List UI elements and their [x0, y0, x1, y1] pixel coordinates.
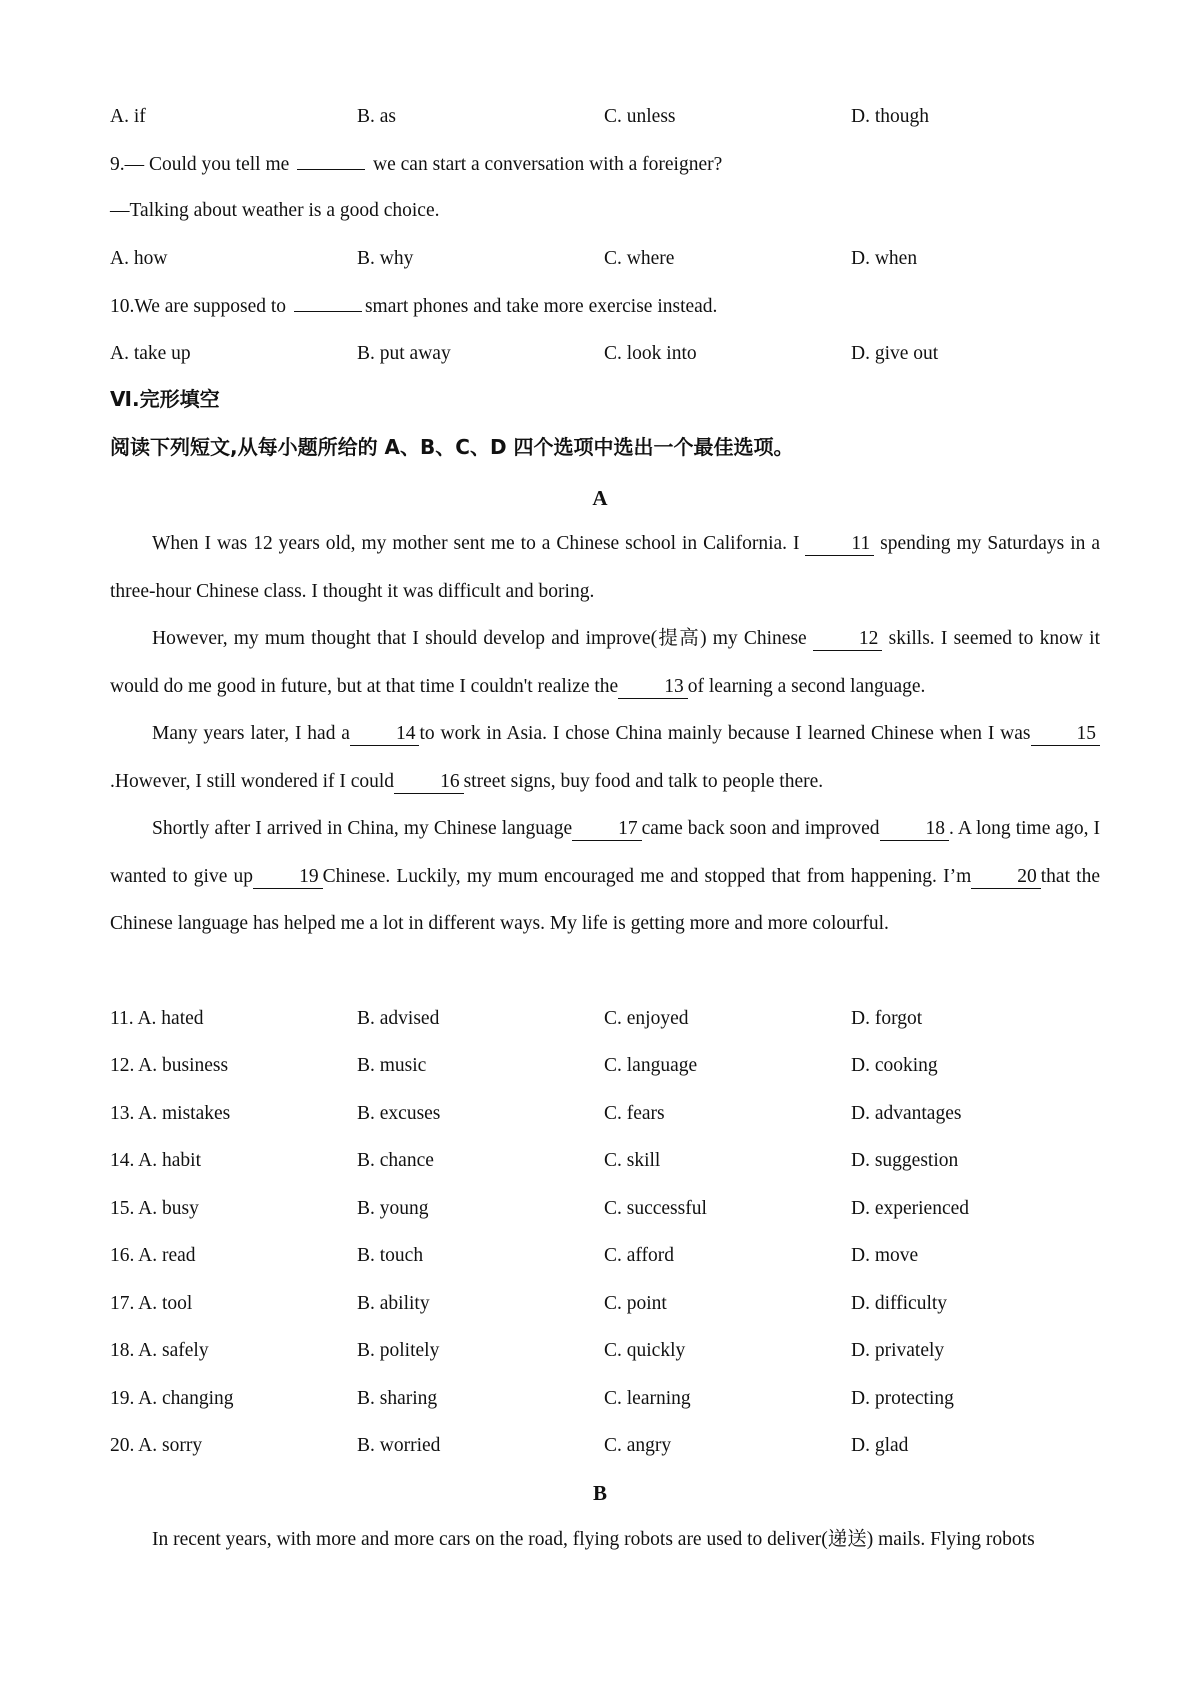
- blank-20: 20: [971, 866, 1041, 889]
- choice-option: 19. A. changing: [110, 1388, 234, 1409]
- q9-option-d: D. when: [851, 248, 918, 269]
- choice-row-17: [110, 1291, 1100, 1317]
- choice-option: B. ability: [357, 1293, 430, 1314]
- choice-option: 20. A. sorry: [110, 1435, 203, 1456]
- choice-option: C. learning: [604, 1388, 691, 1409]
- choice-option: 13. A. mistakes: [110, 1103, 231, 1124]
- choice-option: C. successful: [604, 1198, 707, 1219]
- q10-option-b: B. put away: [357, 343, 451, 364]
- passage-text: When I was 12 years old, my mother sent me to a Chinese school in California. I: [152, 533, 806, 554]
- choice-option: B. touch: [357, 1245, 424, 1266]
- passage-a-paragraph-2: [110, 615, 1100, 710]
- passage-text: street signs, buy food and talk to people there.: [463, 770, 824, 792]
- blank-12: 12: [813, 628, 883, 651]
- passage-a-paragraph-3: [110, 710, 1100, 805]
- q9-options: [110, 246, 1100, 272]
- choice-option: B. advised: [357, 1008, 440, 1029]
- choice-row-14: [110, 1148, 1100, 1174]
- choice-option: C. afford: [604, 1245, 675, 1266]
- choice-option: B. politely: [357, 1340, 440, 1361]
- passage-text: Many years later, I had a: [152, 723, 350, 744]
- choice-option: D. cooking: [851, 1055, 938, 1076]
- choice-row-13: [110, 1101, 1100, 1127]
- q8-option-b: B. as: [357, 106, 396, 127]
- q9-prompt: [110, 151, 1100, 178]
- choice-option: C. quickly: [604, 1340, 686, 1361]
- q9-blank: [297, 151, 365, 170]
- choice-row-20: [110, 1433, 1100, 1459]
- choice-option: B. worried: [357, 1435, 441, 1456]
- passage-text: that the Chinese language has helped me a lot in different ways. My life is getting more and more colourful.: [110, 865, 1100, 934]
- choice-row-18: [110, 1338, 1100, 1364]
- q10-option-d: D. give out: [851, 343, 939, 364]
- passage-text: to work in Asia. I chose China mainly because I learned Chinese when I was: [419, 723, 1031, 744]
- choice-option: D. advantages: [851, 1103, 962, 1124]
- choice-option: D. difficulty: [851, 1293, 948, 1314]
- choice-row-15: [110, 1196, 1100, 1222]
- blank-17: 17: [572, 818, 642, 841]
- q9-option-c: C. where: [604, 248, 675, 269]
- q9-option-b: B. why: [357, 248, 414, 269]
- blank-15: 15: [1031, 723, 1101, 746]
- choice-option: 18. A. safely: [110, 1340, 209, 1361]
- choice-option: C. language: [604, 1055, 698, 1076]
- choice-option: C. angry: [604, 1435, 672, 1456]
- passage-a-paragraph-4: [110, 805, 1100, 948]
- passage-text: spending my Saturdays in a three-hour Chinese class. I thought it was difficult and boring.: [110, 533, 1100, 602]
- q10-prompt-end: smart phones and take more exercise instead.: [364, 296, 718, 317]
- blank-18: 18: [880, 818, 950, 841]
- passage-b-paragraph-1: In recent years, with more and more cars on the road, flying robots are used to deliver(递送) mails. Flying robots: [152, 1529, 1035, 1550]
- q9-answer-line: —Talking about weather is a good choice.: [110, 200, 440, 221]
- choice-option: C. enjoyed: [604, 1008, 689, 1029]
- choice-row-19: [110, 1386, 1100, 1412]
- passage-a-paragraph-1: [110, 520, 1100, 615]
- choice-option: B. sharing: [357, 1388, 438, 1409]
- q9-option-a: A. how: [110, 248, 168, 269]
- choice-option: C. skill: [604, 1150, 661, 1171]
- blank-11: 11: [805, 533, 874, 556]
- choice-row-16: [110, 1243, 1100, 1269]
- passage-text: skills. I seemed to know it would do me good in future, but at that time I couldn't realize the: [110, 628, 1100, 697]
- q8-option-c: C. unless: [604, 106, 676, 127]
- choice-option: B. young: [357, 1198, 429, 1219]
- q8-options: [110, 104, 1100, 130]
- choice-option: D. glad: [851, 1435, 909, 1456]
- blank-14: 14: [350, 723, 420, 746]
- choice-option: B. excuses: [357, 1103, 441, 1124]
- choice-option: D. privately: [851, 1340, 945, 1361]
- q9-prompt-end: we can start a conversation with a foreigner?: [373, 154, 723, 175]
- passage-text: Shortly after I arrived in China, my Chinese language: [152, 818, 573, 839]
- passage-text: .However, I still wondered if I could: [110, 770, 395, 792]
- choice-option: B. music: [357, 1055, 427, 1076]
- blank-16: 16: [394, 771, 464, 794]
- passage-text: came back soon and improved: [641, 818, 880, 839]
- choice-option: C. fears: [604, 1103, 665, 1124]
- passage-text: However, my mum thought that I should develop and improve(提高) my Chinese: [152, 628, 813, 649]
- q9-prompt-start: 9.— Could you tell me: [110, 154, 290, 175]
- choice-option: 16. A. read: [110, 1245, 196, 1266]
- choice-option: D. forgot: [851, 1008, 923, 1029]
- q10-prompt: [110, 293, 1100, 320]
- blank-19: 19: [253, 866, 323, 889]
- choice-option: D. protecting: [851, 1388, 954, 1409]
- choice-option: C. point: [604, 1293, 667, 1314]
- q10-blank: [294, 293, 362, 312]
- passage-text: of learning a second language.: [687, 675, 926, 697]
- choice-option: B. chance: [357, 1150, 434, 1171]
- choice-option: 12. A. business: [110, 1055, 229, 1076]
- choice-option: D. move: [851, 1245, 919, 1266]
- choice-option: 17. A. tool: [110, 1293, 193, 1314]
- choice-option: D. suggestion: [851, 1150, 959, 1171]
- section-instruction: 阅读下列短文,从每小题所给的 A、B、C、D 四个选项中选出一个最佳选项。: [110, 435, 794, 459]
- q8-option-d: D. though: [851, 106, 929, 127]
- passage-a-label: A: [592, 486, 608, 510]
- passage-text: . A long time ago, I wanted to give up: [110, 818, 1101, 887]
- blank-13: 13: [618, 676, 688, 699]
- q10-prompt-start: 10.We are supposed to: [110, 296, 287, 317]
- section-title: Ⅵ.完形填空: [110, 387, 220, 411]
- choice-option: 11. A. hated: [110, 1008, 204, 1029]
- q10-option-c: C. look into: [604, 343, 697, 364]
- q10-options: [110, 341, 1100, 367]
- choice-option: 14. A. habit: [110, 1150, 201, 1171]
- passage-b-label: B: [592, 1481, 607, 1505]
- choice-option: 15. A. busy: [110, 1198, 199, 1219]
- choice-row-12: [110, 1053, 1100, 1079]
- choice-row-11: [110, 1006, 1100, 1032]
- choice-option: D. experienced: [851, 1198, 970, 1219]
- q10-option-a: A. take up: [110, 343, 191, 364]
- passage-text: Chinese. Luckily, my mum encouraged me and stopped that from happening. I’m: [322, 865, 972, 887]
- q8-option-a: A. if: [110, 106, 146, 127]
